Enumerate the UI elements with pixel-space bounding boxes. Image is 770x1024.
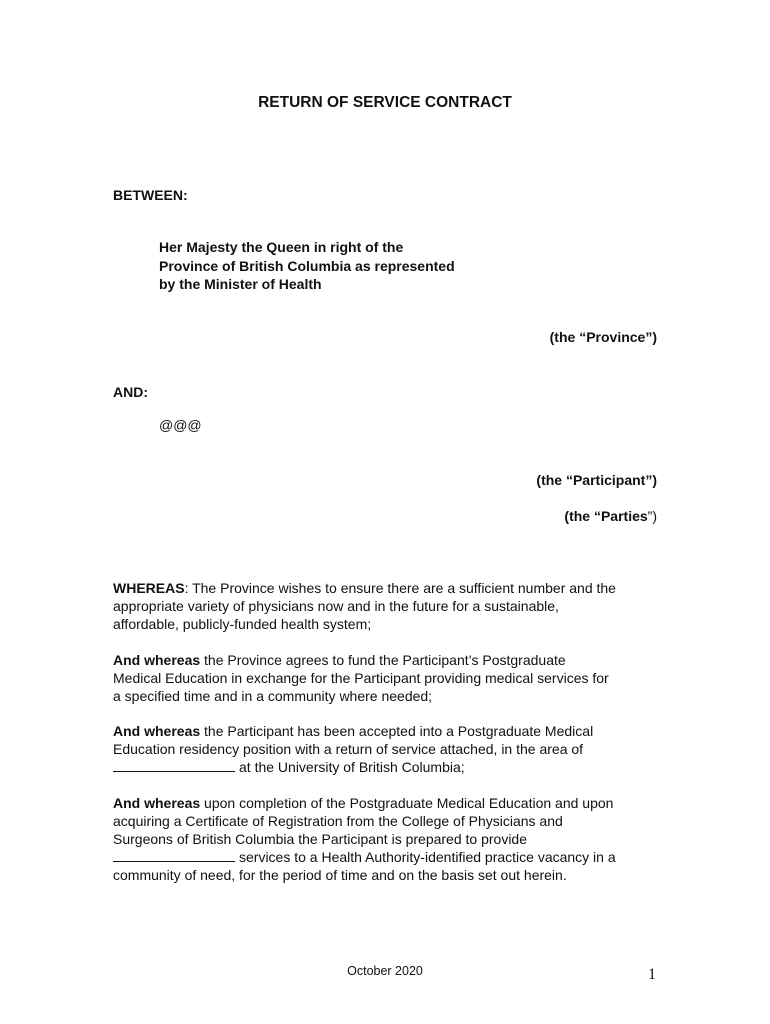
paragraph-line: acquiring a Certificate of Registration from the College of Physicians and — [113, 813, 563, 829]
whereas-lead: And whereas — [113, 652, 201, 668]
page-number: 1 — [648, 966, 656, 983]
whereas-paragraph-1 — [113, 579, 673, 633]
paragraph-text: upon completion of the Postgraduate Medical Education and upon — [200, 795, 614, 811]
parties-label-bold: (the “Parties — [564, 508, 648, 524]
paragraph-text: at the University of British Columbia; — [239, 759, 465, 775]
footer-date: October 2020 — [347, 964, 423, 978]
participant-name-placeholder: @@@ — [159, 417, 202, 433]
paragraph-text: services to a Health Authority-identified practice vacancy in a — [239, 849, 616, 865]
area-blank-line[interactable] — [113, 759, 235, 772]
paragraph-line: Education residency position with a return of service attached, in the area of — [113, 741, 584, 757]
document-title: RETURN OF SERVICE CONTRACT — [258, 94, 512, 111]
paragraph-line: a specified time and in a community where needed; — [113, 688, 433, 704]
and-label: AND: — [113, 384, 148, 400]
whereas-paragraph-4 — [113, 794, 673, 884]
whereas-lead: And whereas — [113, 723, 201, 739]
paragraph-line: community of need, for the period of time and on the basis set out herein. — [113, 867, 567, 883]
parties-label — [564, 508, 657, 524]
whereas-paragraph-3 — [113, 722, 673, 776]
crown-party-line: Her Majesty the Queen in right of the — [159, 239, 404, 255]
participant-label: (the “Participant”) — [536, 472, 657, 488]
paragraph-text: the Province agrees to fund the Participant’s Postgraduate — [200, 652, 566, 668]
crown-party-line: Province of British Columbia as represented — [159, 257, 455, 274]
between-label: BETWEEN: — [113, 187, 188, 203]
paragraph-line: Surgeons of British Columbia the Participant is prepared to provide — [113, 831, 527, 847]
paragraph-line: appropriate variety of physicians now and in the future for a sustainable, — [113, 598, 559, 614]
services-blank-line[interactable] — [113, 849, 235, 862]
parties-label-tail: ”) — [647, 508, 657, 524]
province-label: (the “Province”) — [549, 329, 657, 345]
crown-party-block — [159, 238, 455, 294]
whereas-lead: And whereas — [113, 795, 201, 811]
whereas-lead: WHEREAS — [113, 580, 185, 596]
paragraph-text: the Participant has been accepted into a Postgraduate Medical — [200, 723, 594, 739]
paragraph-text: : The Province wishes to ensure there are a sufficient number and the — [184, 580, 616, 596]
whereas-paragraph-2 — [113, 651, 673, 705]
paragraph-line: affordable, publicly-funded health system; — [113, 616, 372, 632]
paragraph-line: Medical Education in exchange for the Participant providing medical services for — [113, 670, 609, 686]
crown-party-line: by the Minister of Health — [159, 276, 322, 292]
